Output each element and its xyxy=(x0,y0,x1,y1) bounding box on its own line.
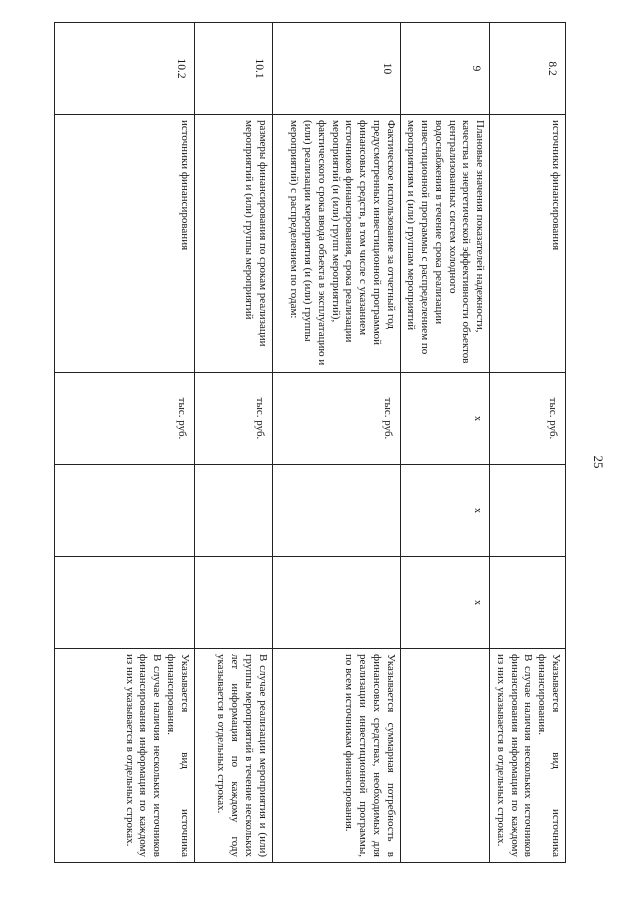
row-note-text: Указывается вид источника финансирования. В случае наличия нескольких источников финансирования информация по каждому из них указывается в отдельных строках. xyxy=(495,654,562,857)
row-value-cell xyxy=(490,465,566,557)
table-row xyxy=(194,23,272,863)
row-value-cell xyxy=(194,557,272,649)
row-value-cell: x xyxy=(400,557,490,649)
table-row xyxy=(490,23,566,863)
row-number: 10 xyxy=(272,23,400,115)
investment-program-table xyxy=(54,22,566,863)
table-row xyxy=(400,23,490,863)
row-note xyxy=(272,649,400,863)
row-unit: тыс. руб. xyxy=(54,373,194,465)
row-name: размеры финансирования по срокам реализации мероприятий и (или) группы мероприятий xyxy=(194,115,272,373)
row-name: источники финансирования xyxy=(490,115,566,373)
table-row xyxy=(54,23,194,863)
row-note-text: Указывается суммарная потребность в финансовых средствах, необходимых для реализации инвестиционной программы, по всем источникам финансирования. xyxy=(343,654,397,857)
row-value-cell xyxy=(54,557,194,649)
row-value-cell: x xyxy=(400,465,490,557)
row-value-cell xyxy=(272,465,400,557)
row-note xyxy=(54,649,194,863)
row-name: Фактическое использование за отчетный год предусмотренных инвестиционной программой финансовых средств, в том числе с указанием источников финансирования, срока реализации мероприятий (и (или) групп мероприятий), фактического срока ввода объекта в эксплуатацию и (или) реализации мероприятия (и (или) группы мероприятий) с распределением по годам: xyxy=(272,115,400,373)
row-unit: тыс. руб. xyxy=(272,373,400,465)
row-name: источники финансирования xyxy=(54,115,194,373)
row-number: 10.1 xyxy=(194,23,272,115)
row-value-cell xyxy=(272,557,400,649)
row-number: 9 xyxy=(400,23,490,115)
row-number: 10.2 xyxy=(54,23,194,115)
row-note xyxy=(490,649,566,863)
row-note-text: В случае реализации мероприятия и (или) группы мероприятий в течение нескольких лет информация по каждому году указывается в отдельных строках. xyxy=(215,654,269,857)
row-value-cell xyxy=(194,465,272,557)
row-unit: тыс. руб. xyxy=(490,373,566,465)
page-number: 25 xyxy=(591,455,606,469)
table-row xyxy=(272,23,400,863)
rotated-page-content xyxy=(76,22,566,862)
row-name: Плановые значения показателей надежности, качества и энергетической эффективности объектов централизованных систем холодного водоснабжения в течение срока реализации инвестиционной программы с распределением по мероприятиям и (или) группам мероприятий xyxy=(400,115,490,373)
row-number: 8.2 xyxy=(490,23,566,115)
row-note xyxy=(194,649,272,863)
row-unit: x xyxy=(400,373,490,465)
row-note-text: Указывается вид источника финансирования. В случае наличия нескольких источников финансирования информация по каждому из них указывается в отдельных строках. xyxy=(123,654,191,857)
row-value-cell xyxy=(490,557,566,649)
row-unit: тыс. руб. xyxy=(194,373,272,465)
row-value-cell xyxy=(54,465,194,557)
row-note xyxy=(400,649,490,863)
